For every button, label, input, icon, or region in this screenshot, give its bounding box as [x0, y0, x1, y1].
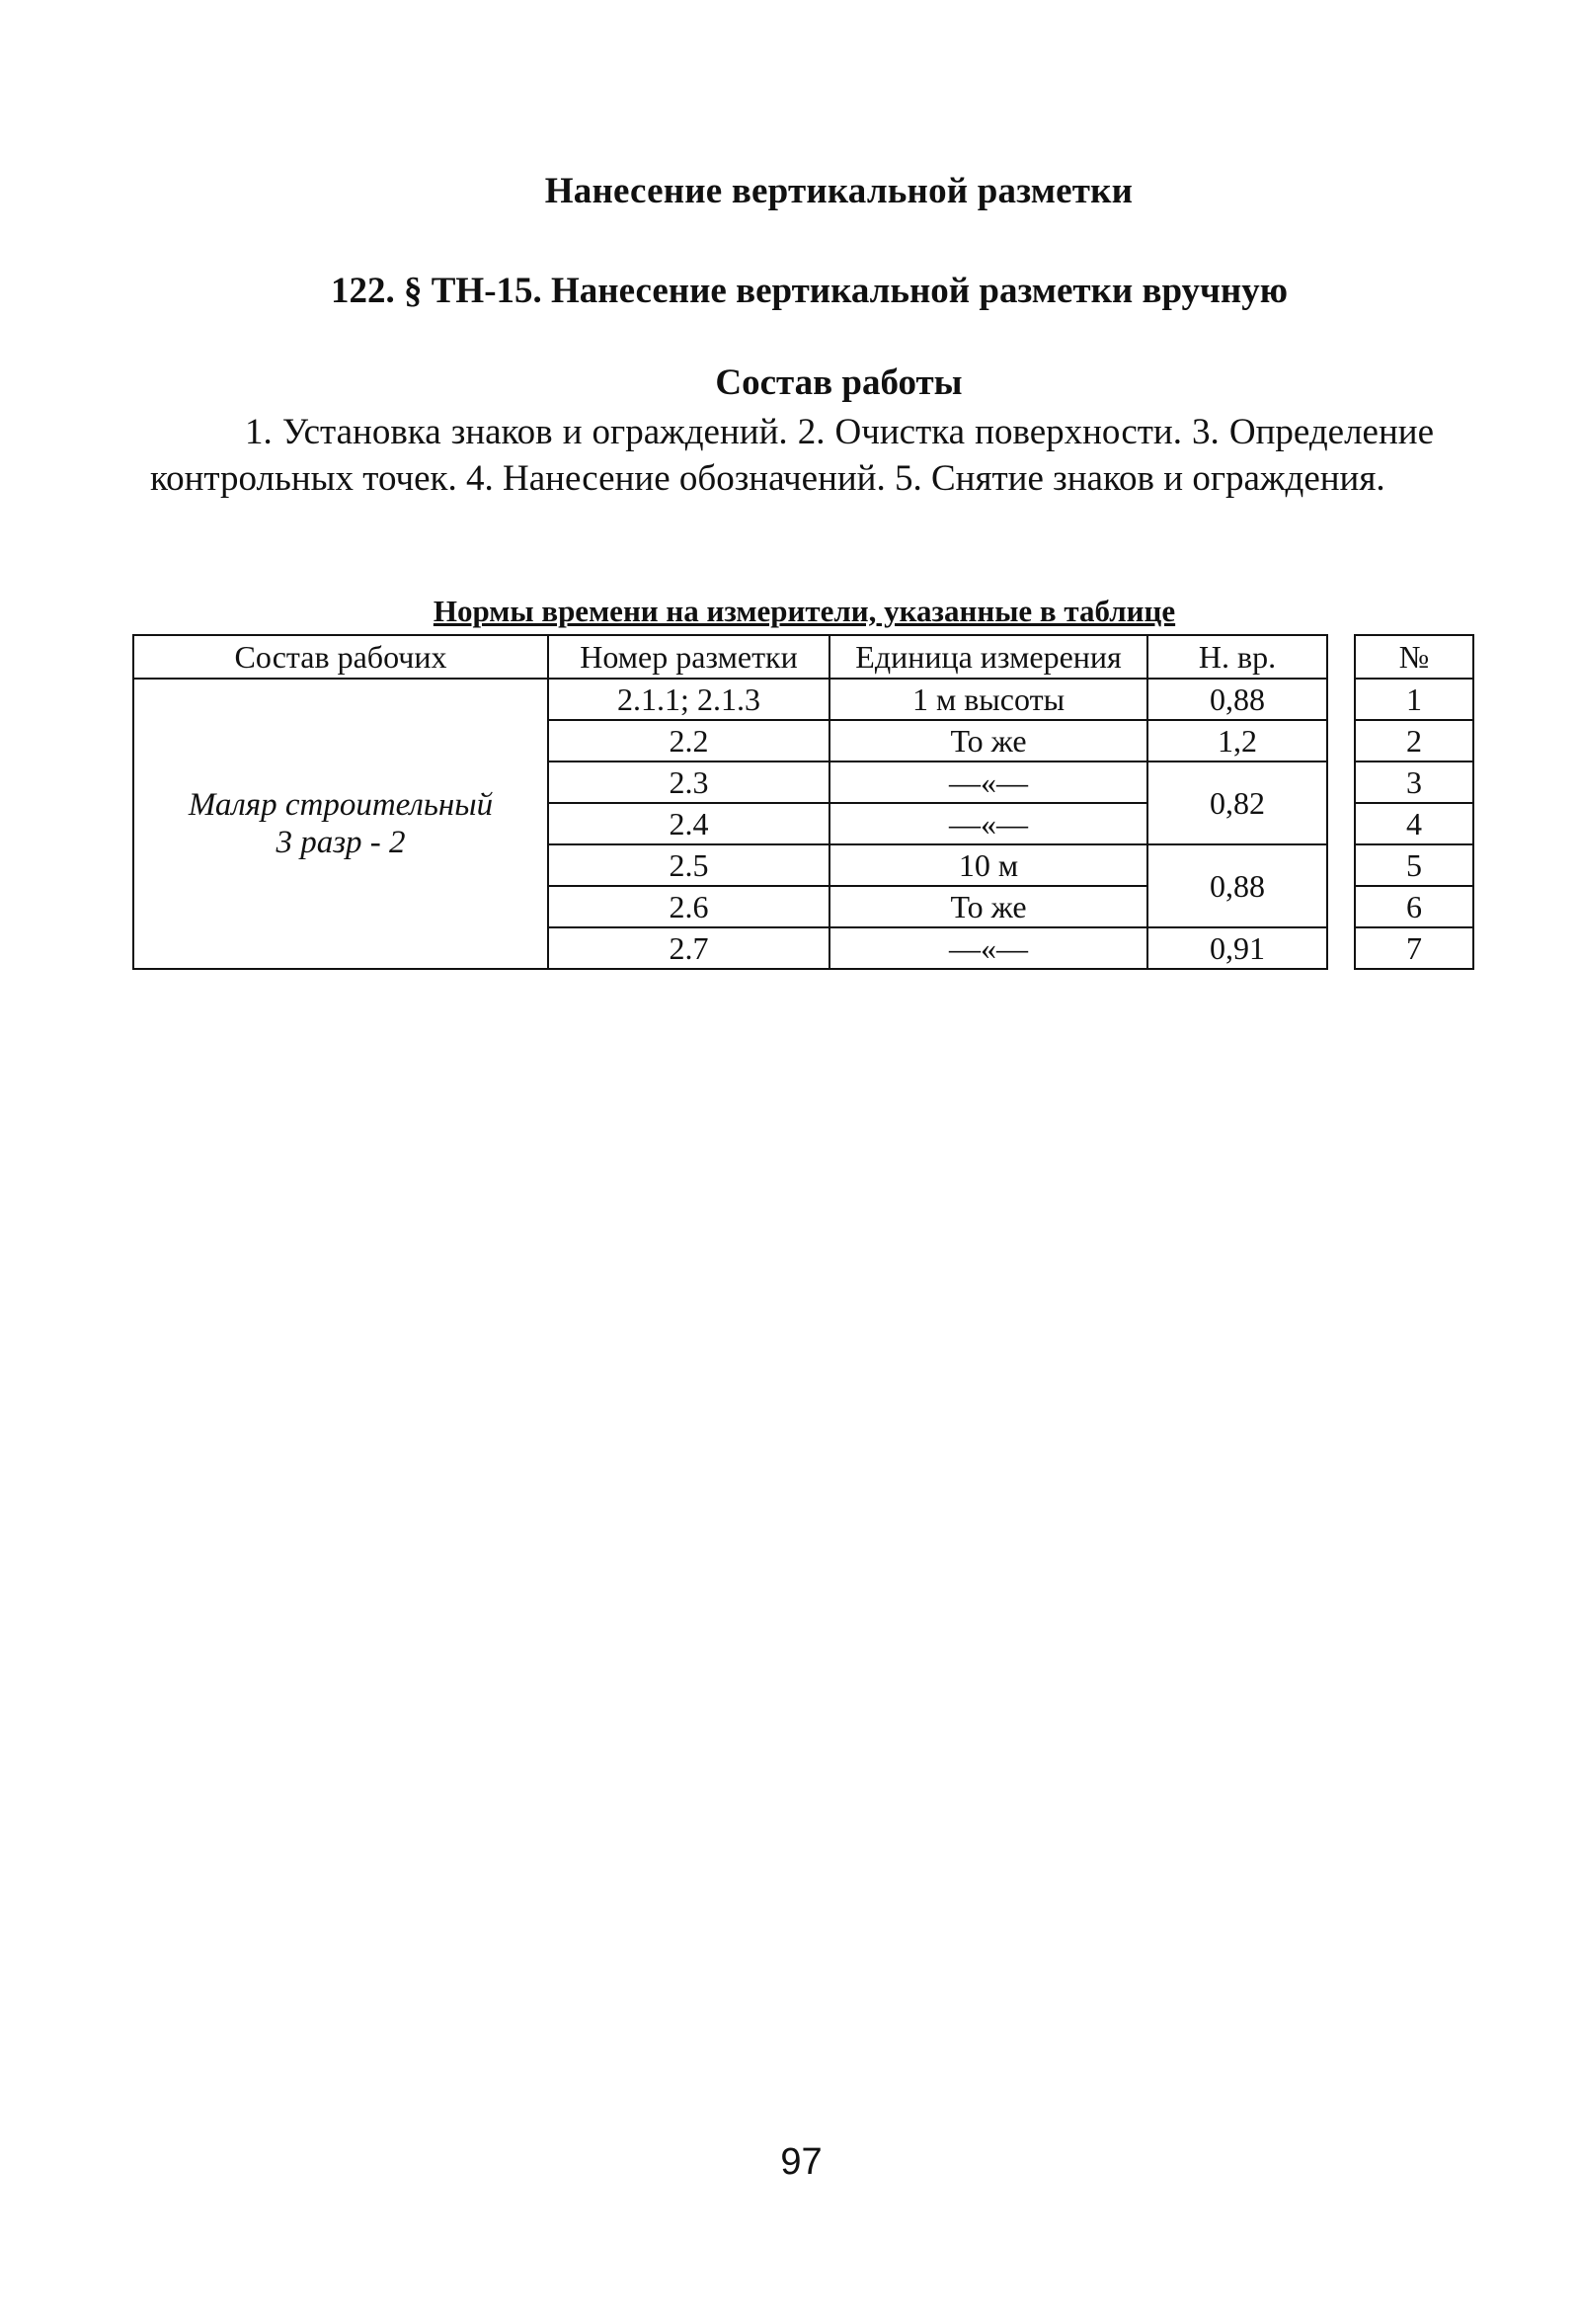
norm-cell: 0,82 [1147, 761, 1327, 844]
worker-profession: Маляр строительный [188, 787, 494, 823]
marking-cell: 2.3 [548, 761, 829, 803]
number-cell: 2 [1355, 720, 1473, 761]
column-gap [1327, 886, 1355, 927]
marking-cell: 2.1.1; 2.1.3 [548, 679, 829, 720]
worker-cell [133, 679, 548, 969]
section-title: Нанесение вертикальной разметки [544, 171, 1134, 211]
number-cell: 6 [1355, 886, 1473, 927]
norm-cell: 0,88 [1147, 844, 1327, 927]
paragraph-title: 122. § ТН-15. Нанесение вертикальной разметки вручную [330, 271, 1289, 311]
unit-cell: 1 м высоты [829, 679, 1147, 720]
column-gap [1327, 927, 1355, 969]
number-cell: 1 [1355, 679, 1473, 720]
column-gap [1327, 720, 1355, 761]
page-number: 97 [780, 2141, 823, 2183]
table-row [133, 679, 1473, 720]
norm-cell: 0,91 [1147, 927, 1327, 969]
work-composition-text: 1. Установка знаков и ограждений. 2. Очистка поверхности. 3. Определение контрольных точек. 4. Нанесение обозначений. 5. Снятие знаков и ограждения. [150, 412, 1434, 499]
unit-cell: То же [829, 720, 1147, 761]
column-gap [1327, 679, 1355, 720]
unit-cell: —«— [829, 803, 1147, 844]
number-cell: 3 [1355, 761, 1473, 803]
marking-cell: 2.2 [548, 720, 829, 761]
header-marking-number: Номер разметки [548, 635, 829, 679]
column-gap [1327, 844, 1355, 886]
work-composition-title: Состав работы [715, 362, 963, 403]
norms-table [132, 634, 1474, 970]
column-gap [1327, 803, 1355, 844]
number-cell: 7 [1355, 927, 1473, 969]
number-cell: 5 [1355, 844, 1473, 886]
marking-cell: 2.5 [548, 844, 829, 886]
unit-cell: —«— [829, 927, 1147, 969]
unit-cell: 10 м [829, 844, 1147, 886]
header-unit: Единица измерения [829, 635, 1147, 679]
number-cell: 4 [1355, 803, 1473, 844]
norm-cell: 0,88 [1147, 679, 1327, 720]
worker-grade: 3 разр - 2 [276, 825, 406, 860]
norm-cell: 1,2 [1147, 720, 1327, 761]
table-header-row [133, 635, 1473, 679]
table-caption: Нормы времени на измерители, указанные в таблице [433, 594, 1176, 628]
marking-cell: 2.7 [548, 927, 829, 969]
column-gap [1327, 635, 1355, 679]
column-gap [1327, 761, 1355, 803]
marking-cell: 2.6 [548, 886, 829, 927]
marking-cell: 2.4 [548, 803, 829, 844]
header-number: № [1355, 635, 1473, 679]
unit-cell: То же [829, 886, 1147, 927]
header-norm: Н. вр. [1147, 635, 1327, 679]
unit-cell: —«— [829, 761, 1147, 803]
header-workers: Состав рабочих [133, 635, 548, 679]
